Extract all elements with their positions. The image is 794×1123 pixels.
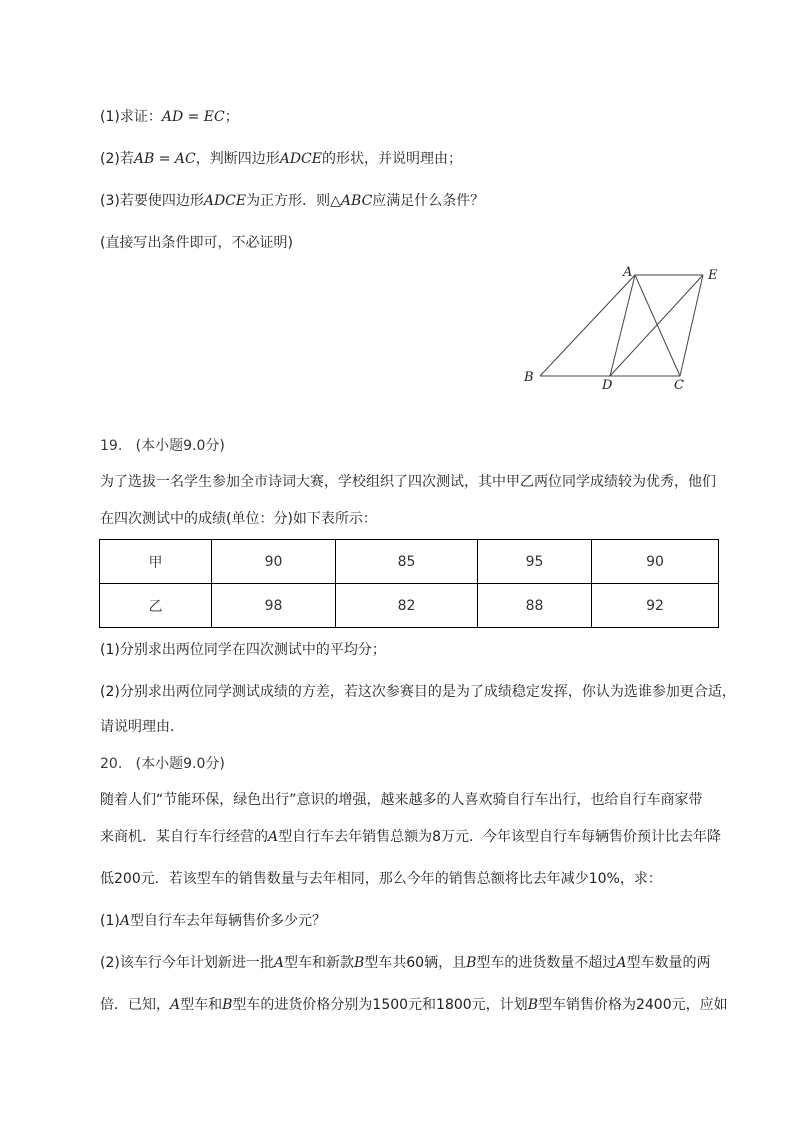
math-var: A <box>170 997 181 1013</box>
segment-BA <box>540 275 635 376</box>
math-var: A <box>268 829 279 845</box>
math-expression: AD = EC <box>161 109 225 125</box>
q20-line2: 来商机．某自行车行经营的A型自行车去年销售总额为8万元．今年该型自行车每辆售价预计比去年降 <box>100 829 722 845</box>
score-cell: 85 <box>336 540 478 584</box>
math-var: A <box>273 955 284 971</box>
segment-AC <box>635 275 680 376</box>
q20-part2-line1: (2)该车行今年计划新进一批A型车和新款B型车共60辆，且B型车的进货数量不超过A型车数量的两 <box>100 955 711 971</box>
math-var: A <box>616 955 627 971</box>
question-score: (本小题9.0分) <box>135 756 225 772</box>
score-cell: 95 <box>478 540 592 584</box>
score-cell: 90 <box>592 540 719 584</box>
math-expression: ADCE <box>203 193 247 209</box>
q18-part2: (2)若AB = AC，判断四边形ADCE的形状，并说明理由； <box>100 151 462 167</box>
question-number: 20. <box>100 756 123 772</box>
q20-line3: 低200元．若该型车的销售数量与去年相同，那么今年的销售总额将比去年减少10%，求： <box>100 871 662 887</box>
scores-table <box>99 539 719 628</box>
segment-DE <box>610 275 703 376</box>
table-row <box>100 584 719 628</box>
q19-part1: (1)分别求出两位同学在四次测试中的平均分； <box>100 642 386 658</box>
math-var: B <box>353 955 365 971</box>
q19-part2-line1: (2)分别求出两位同学测试成绩的方差，若这次参赛目的是为了成绩稳定发挥，你认为选谁参加更合适， <box>100 684 736 700</box>
question-score: (本小题9.0分) <box>135 438 225 454</box>
math-var: B <box>466 955 477 971</box>
math-expression: ADCE <box>279 151 322 167</box>
label-C: C <box>674 378 684 393</box>
question-number: 19. <box>100 438 123 454</box>
math-var: A <box>119 913 130 929</box>
q20-part1: (1)A型自行车去年每辆售价多少元？ <box>100 913 326 929</box>
score-cell: 88 <box>478 584 592 628</box>
math-expression: AB = AC <box>133 151 196 167</box>
student-name: 甲 <box>100 540 212 584</box>
score-cell: 98 <box>212 584 336 628</box>
q20-header <box>100 754 225 774</box>
segment-EC <box>680 275 703 376</box>
table-row <box>100 540 719 584</box>
math-var: B <box>222 997 233 1013</box>
label-A: A <box>623 265 633 280</box>
q20-part2-line2: 倍．已知，A型车和B型车的进货价格分别为1500元和1800元，计划B型车销售价格为2400元，应如 <box>100 997 728 1013</box>
score-cell: 92 <box>592 584 719 628</box>
q19-text-line1: 为了选拔一名学生参加全市诗词大赛，学校组织了四次测试，其中甲乙两位同学成绩较为优秀，他们 <box>100 474 716 490</box>
label-E: E <box>708 268 718 283</box>
score-cell: 82 <box>336 584 478 628</box>
q18-note: (直接写出条件即可，不必证明) <box>100 235 293 251</box>
q19-part2-line2: 请说明理由． <box>100 719 184 735</box>
q18-part3: (3)若要使四边形ADCE为正方形．则△ABC应满足什么条件？ <box>100 193 485 209</box>
math-var: B <box>527 997 538 1013</box>
q18-part1: (1)求证：AD = EC； <box>100 109 239 125</box>
math-expression: ABC <box>340 193 373 209</box>
label-D: D <box>602 378 613 393</box>
q19-text-line2: 在四次测试中的成绩(单位：分)如下表所示： <box>100 511 377 527</box>
q19-header <box>100 436 225 456</box>
label-B: B <box>524 370 534 385</box>
q20-line1: 随着人们“节能环保，绿色出行”意识的增强，越来越多的人喜欢骑自行车出行，也给自行车商家带 <box>100 792 703 808</box>
student-name: 乙 <box>100 584 212 628</box>
score-cell: 90 <box>212 540 336 584</box>
segment-AD <box>610 275 635 376</box>
geometry-figure <box>515 260 730 395</box>
